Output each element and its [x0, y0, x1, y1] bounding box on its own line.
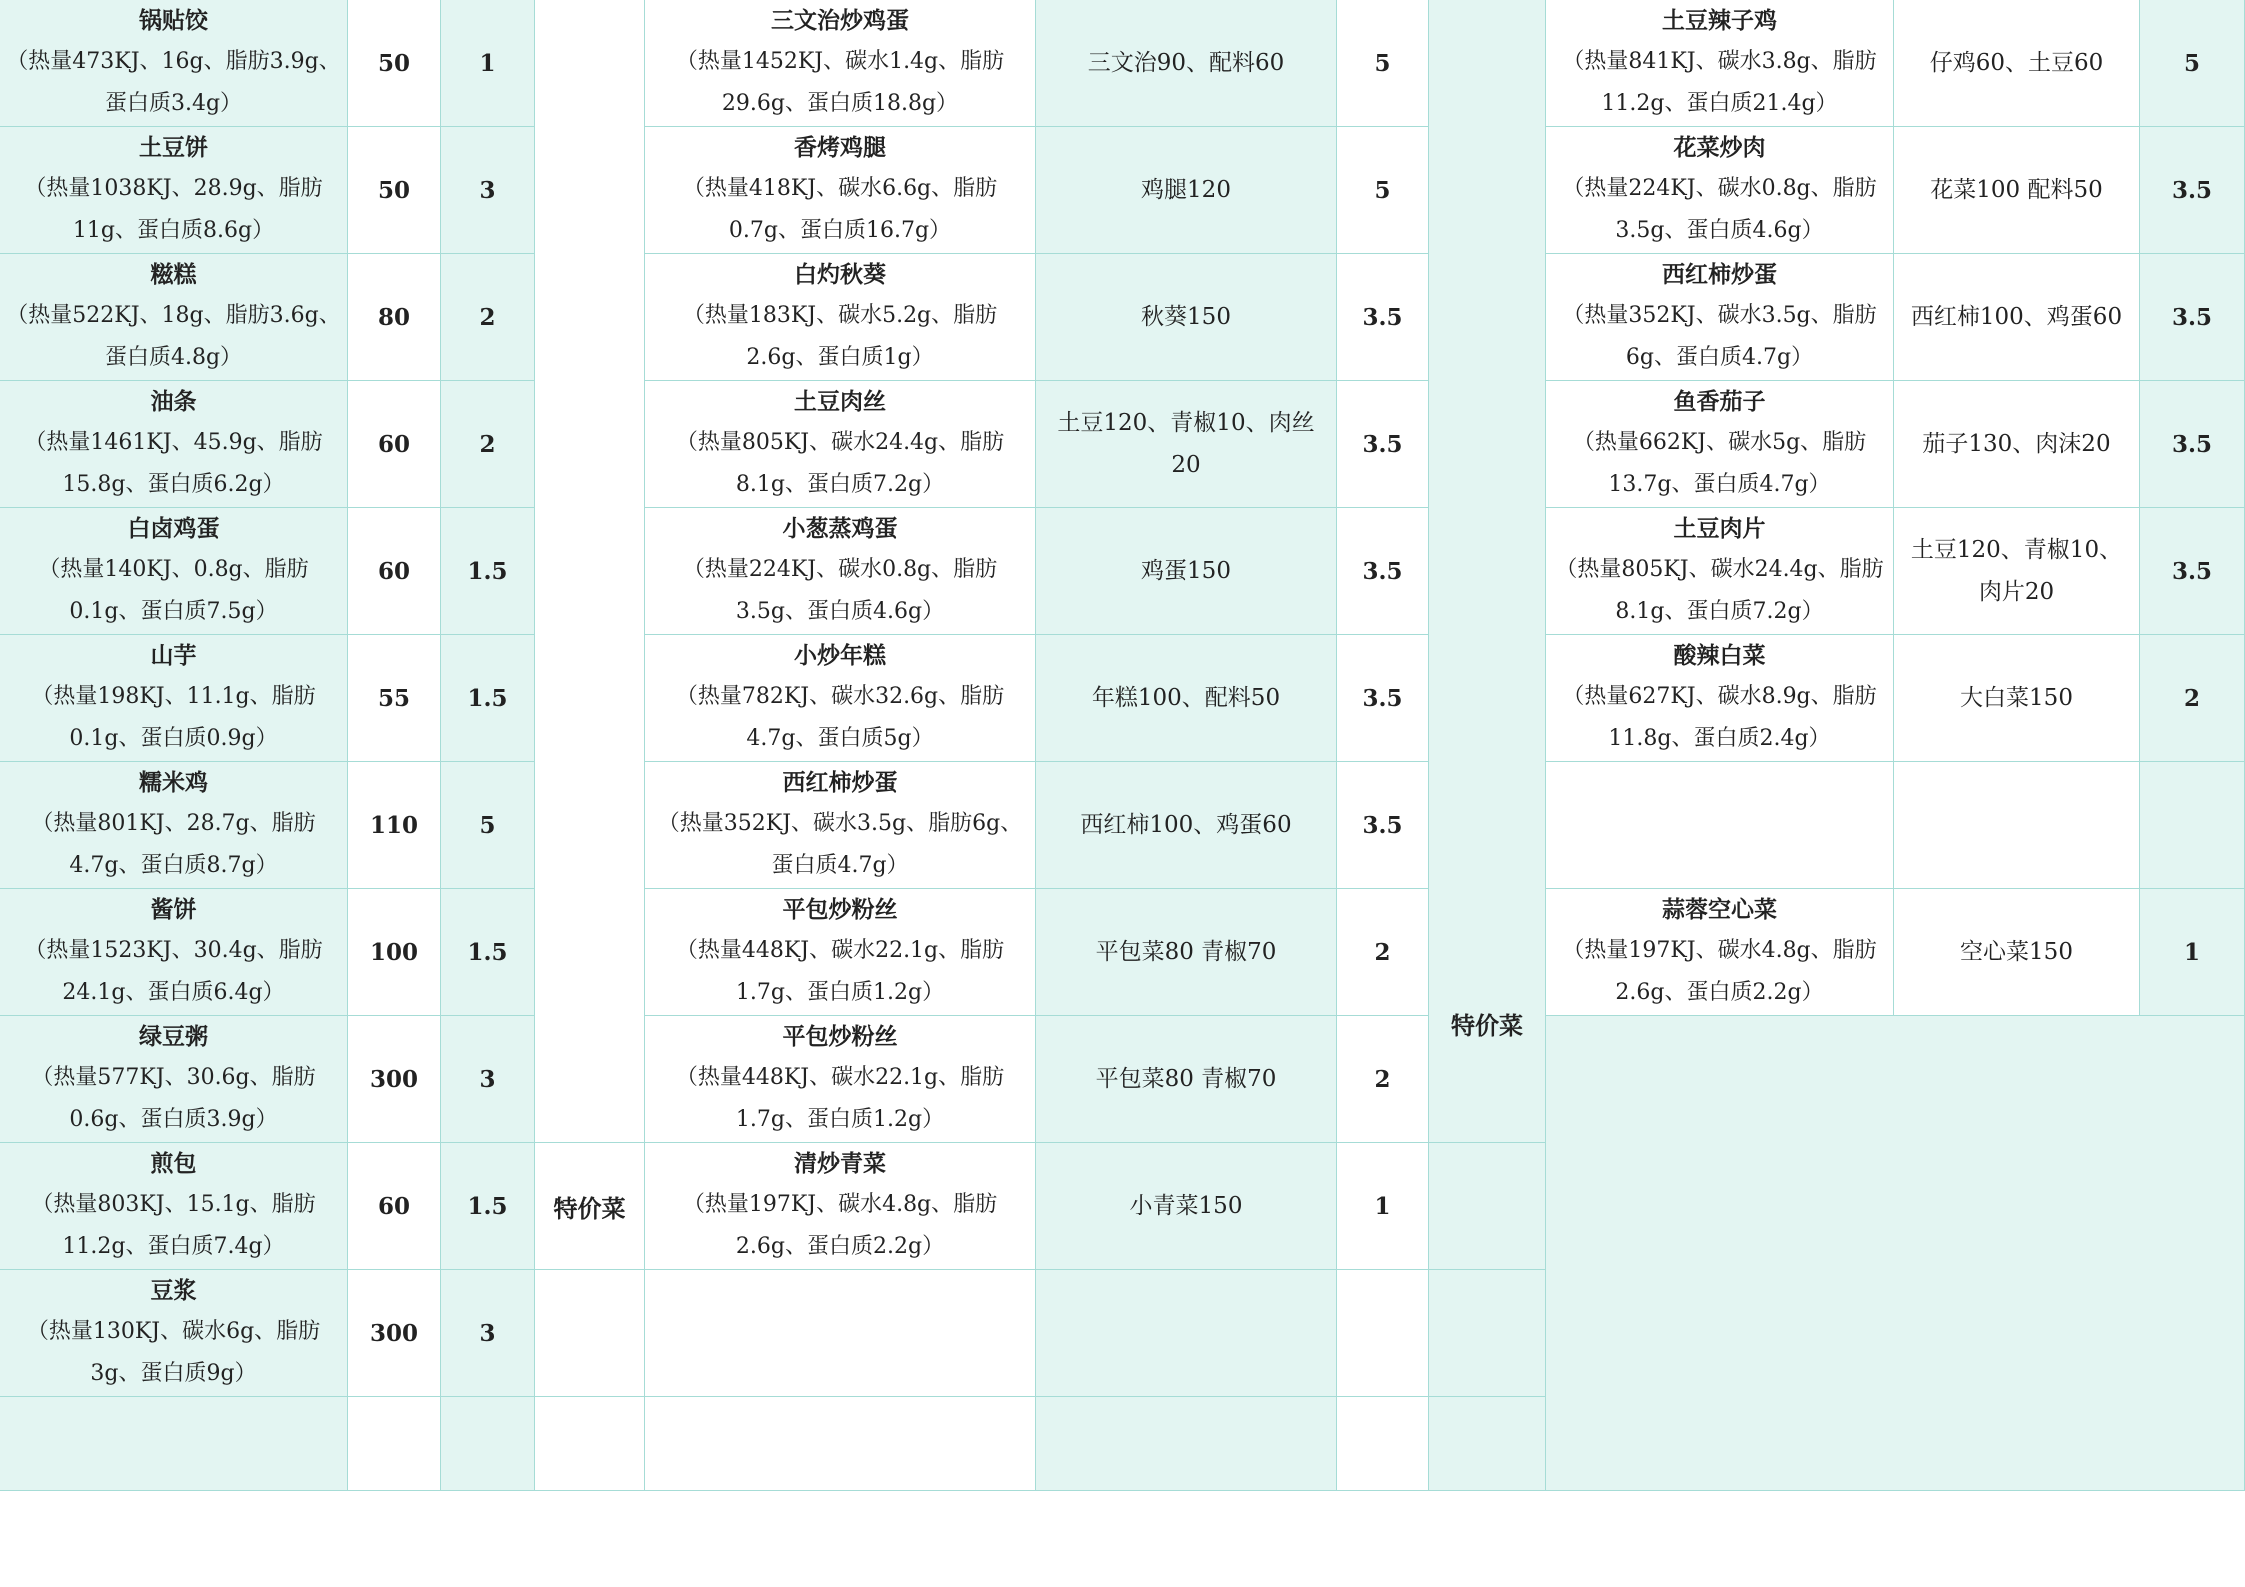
dish-cell [1546, 254, 1894, 381]
dish-ingredients: 土豆120、青椒10、肉片20 [1910, 537, 2123, 605]
ingredients-cell [1894, 0, 2140, 127]
dish-price: 2 [479, 430, 496, 458]
price-cell [2140, 0, 2245, 127]
dish-nutrition: （热量352KJ、碳水3.5g、脂肪6g、蛋白质4.7g） [1562, 303, 1877, 370]
dish-ingredients: 大白菜150 [1960, 685, 2073, 711]
dish-cell [645, 762, 1036, 889]
dish-price: 3 [479, 1065, 496, 1093]
dish-ingredients: 仔鸡60、土豆60 [1929, 50, 2104, 76]
dish-nutrition: （热量183KJ、碳水5.2g、脂肪2.6g、蛋白质1g） [682, 303, 998, 370]
ingredients-cell [1036, 1143, 1337, 1270]
dish-price: 5 [1374, 176, 1391, 204]
category-label: 特价菜 [553, 1193, 626, 1223]
dish-name: 锅贴饺 [139, 7, 208, 34]
dish-price: 3.5 [1362, 684, 1403, 712]
empty-cell [0, 1397, 348, 1491]
price-cell [2140, 127, 2245, 254]
price-cell [441, 254, 535, 381]
dish-price: 3.5 [1362, 303, 1403, 331]
dish-price: 3.5 [2171, 303, 2212, 331]
price-cell [2140, 635, 2245, 762]
price-cell [1337, 254, 1429, 381]
dish-name: 糯米鸡 [139, 769, 208, 796]
dish-ingredients: 秋葵150 [1141, 304, 1231, 330]
price-cell [2140, 381, 2245, 508]
weight-cell [348, 635, 441, 762]
dish-name: 小葱蒸鸡蛋 [782, 515, 898, 542]
dish-weight: 60 [377, 557, 410, 585]
ingredients-cell [1036, 635, 1337, 762]
price-cell [1337, 1016, 1429, 1143]
dish-name: 花菜炒肉 [1673, 134, 1766, 161]
dish-nutrition: （热量1452KJ、碳水1.4g、脂肪29.6g、蛋白质18.8g） [675, 49, 1005, 116]
dish-weight: 300 [369, 1319, 418, 1347]
dish-cell [645, 254, 1036, 381]
price-cell [1337, 1143, 1429, 1270]
dish-name: 小炒年糕 [794, 642, 886, 669]
empty-cell [1036, 1270, 1337, 1397]
ingredients-cell [1894, 762, 2140, 889]
category-cell [1429, 0, 1546, 1143]
dish-name: 西红柿炒蛋 [782, 769, 898, 796]
dish-ingredients: 西红柿100、鸡蛋60 [1080, 812, 1292, 838]
ingredients-cell [1894, 254, 2140, 381]
dish-name: 蒜蓉空心菜 [1662, 896, 1777, 923]
dish-name: 土豆饼 [139, 134, 208, 161]
ingredients-cell [1036, 381, 1337, 508]
price-cell [1337, 635, 1429, 762]
dish-nutrition: （热量577KJ、30.6g、脂肪0.6g、蛋白质3.9g） [31, 1065, 316, 1132]
price-cell [441, 889, 535, 1016]
dish-price: 3 [479, 176, 496, 204]
dish-cell [0, 0, 348, 127]
price-cell [1337, 381, 1429, 508]
dish-nutrition: （热量140KJ、0.8g、脂肪0.1g、蛋白质7.5g） [38, 557, 309, 624]
dish-name: 豆浆 [150, 1277, 197, 1304]
dish-cell [645, 0, 1036, 127]
dish-nutrition: （热量473KJ、16g、脂肪3.9g、蛋白质3.4g） [6, 49, 341, 116]
dish-nutrition: （热量448KJ、碳水22.1g、脂肪1.7g、蛋白质1.2g） [675, 1065, 1005, 1132]
dish-price: 3.5 [2171, 176, 2212, 204]
dish-nutrition: （热量805KJ、碳水24.4g、脂肪8.1g、蛋白质7.2g） [1555, 557, 1884, 624]
dish-cell [0, 889, 348, 1016]
price-cell [2140, 762, 2245, 889]
dish-nutrition: （热量197KJ、碳水4.8g、脂肪2.6g、蛋白质2.2g） [682, 1192, 998, 1259]
category-cell [535, 0, 645, 1143]
price-cell [1337, 762, 1429, 889]
ingredients-cell [1894, 381, 2140, 508]
weight-cell [348, 508, 441, 635]
dish-cell [0, 127, 348, 254]
dish-nutrition: （热量1038KJ、28.9g、脂肪11g、蛋白质8.6g） [24, 176, 323, 243]
dish-nutrition: （热量1523KJ、30.4g、脂肪24.1g、蛋白质6.4g） [24, 938, 323, 1005]
dish-weight: 60 [377, 430, 410, 458]
empty-cell [1429, 1397, 1546, 1491]
empty-cell [1337, 1270, 1429, 1397]
dish-weight: 50 [377, 49, 410, 77]
dish-price: 2 [1374, 1065, 1391, 1093]
dish-ingredients: 土豆120、青椒10、肉丝20 [1057, 410, 1315, 478]
price-cell [2140, 889, 2245, 1016]
weight-cell [348, 254, 441, 381]
dish-name: 白灼秋葵 [794, 261, 886, 288]
dish-price: 3 [479, 1319, 496, 1347]
dish-price: 3.5 [1362, 811, 1403, 839]
dish-nutrition: （热量224KJ、碳水0.8g、脂肪3.5g、蛋白质4.6g） [682, 557, 998, 624]
dish-nutrition: （热量224KJ、碳水0.8g、脂肪3.5g、蛋白质4.6g） [1562, 176, 1877, 243]
dish-price: 1.5 [467, 1192, 508, 1220]
dish-weight: 80 [377, 303, 410, 331]
dish-name: 西红柿炒蛋 [1662, 261, 1777, 288]
empty-cell [1036, 1397, 1337, 1491]
ingredients-cell [1036, 0, 1337, 127]
weight-cell [348, 381, 441, 508]
ingredients-cell [1036, 254, 1337, 381]
dish-cell [645, 889, 1036, 1016]
empty-cell [645, 1270, 1036, 1397]
weight-cell [348, 762, 441, 889]
dish-cell [1546, 635, 1894, 762]
dish-ingredients: 鸡腿120 [1141, 177, 1231, 203]
category-cell [535, 1143, 645, 1270]
price-cell [441, 1016, 535, 1143]
dish-weight: 300 [369, 1065, 418, 1093]
price-cell [441, 762, 535, 889]
dish-name: 土豆肉片 [1673, 515, 1766, 542]
dish-name: 鱼香茄子 [1673, 388, 1766, 415]
dish-name: 平包炒粉丝 [782, 896, 898, 923]
empty-block [1546, 1016, 2245, 1491]
empty-cell [645, 1397, 1036, 1491]
dish-price: 3.5 [1362, 430, 1403, 458]
dish-nutrition: （热量805KJ、碳水24.4g、脂肪8.1g、蛋白质7.2g） [675, 430, 1005, 497]
dish-cell [645, 1016, 1036, 1143]
dish-name: 土豆肉丝 [794, 388, 886, 415]
dish-ingredients: 茄子130、肉沫20 [1922, 431, 2111, 457]
ingredients-cell [1036, 889, 1337, 1016]
price-cell [441, 508, 535, 635]
ingredients-cell [1036, 762, 1337, 889]
dish-name: 糍糕 [150, 261, 197, 288]
dish-ingredients: 三文治90、配料60 [1087, 50, 1285, 76]
price-cell [1337, 889, 1429, 1016]
dish-price: 1 [479, 49, 496, 77]
price-cell [441, 1270, 535, 1397]
dish-price: 5 [2183, 49, 2200, 77]
dish-price: 2 [1374, 938, 1391, 966]
dish-nutrition: （热量352KJ、碳水3.5g、脂肪6g、蛋白质4.7g） [657, 811, 1023, 878]
weight-cell [348, 127, 441, 254]
dish-ingredients: 西红柿100、鸡蛋60 [1910, 304, 2123, 330]
dish-name: 酱饼 [150, 896, 197, 923]
dish-name: 清炒青菜 [794, 1150, 886, 1177]
dish-ingredients: 小青菜150 [1129, 1193, 1243, 1219]
dish-name: 白卤鸡蛋 [127, 515, 220, 542]
dish-cell [645, 381, 1036, 508]
price-cell [441, 1143, 535, 1270]
dish-cell [1546, 127, 1894, 254]
dish-ingredients: 空心菜150 [1960, 939, 2073, 965]
dish-name: 土豆辣子鸡 [1662, 7, 1777, 34]
weight-cell [348, 1143, 441, 1270]
ingredients-cell [1894, 508, 2140, 635]
price-cell [441, 635, 535, 762]
price-cell [441, 127, 535, 254]
dish-cell [0, 762, 348, 889]
dish-price: 2 [479, 303, 496, 331]
dish-cell [645, 127, 1036, 254]
dish-nutrition: （热量841KJ、碳水3.8g、脂肪11.2g、蛋白质21.4g） [1562, 49, 1877, 116]
empty-cell [441, 1397, 535, 1491]
dish-name: 煎包 [150, 1150, 197, 1177]
weight-cell [348, 0, 441, 127]
dish-nutrition: （热量801KJ、28.7g、脂肪4.7g、蛋白质8.7g） [31, 811, 316, 878]
price-cell [2140, 254, 2245, 381]
dish-price: 2 [2183, 684, 2200, 712]
dish-nutrition: （热量198KJ、11.1g、脂肪0.1g、蛋白质0.9g） [31, 684, 316, 751]
dish-ingredients: 平包菜80 青椒70 [1095, 939, 1277, 965]
dish-price: 1 [2183, 938, 2200, 966]
dish-cell [1546, 508, 1894, 635]
dish-price: 1.5 [467, 938, 508, 966]
dish-price: 3.5 [2171, 557, 2212, 585]
dish-price: 3.5 [2171, 430, 2212, 458]
dish-price: 5 [479, 811, 496, 839]
dish-cell [0, 381, 348, 508]
dish-name: 酸辣白菜 [1673, 642, 1766, 669]
dish-weight: 110 [369, 811, 418, 839]
weight-cell [348, 1016, 441, 1143]
dish-ingredients: 平包菜80 青椒70 [1095, 1066, 1277, 1092]
dish-cell [0, 508, 348, 635]
dish-price: 1 [1374, 1192, 1391, 1220]
weight-cell [348, 889, 441, 1016]
dish-nutrition: （热量522KJ、18g、脂肪3.6g、蛋白质4.8g） [6, 303, 341, 370]
dish-cell [645, 508, 1036, 635]
dish-cell [0, 1016, 348, 1143]
empty-cell [535, 1270, 645, 1397]
empty-cell [348, 1397, 441, 1491]
dish-cell [645, 635, 1036, 762]
empty-cell [1429, 1270, 1546, 1397]
dish-cell [0, 1143, 348, 1270]
dish-cell [0, 1270, 348, 1397]
ingredients-cell [1894, 889, 2140, 1016]
dish-nutrition: （热量782KJ、碳水32.6g、脂肪4.7g、蛋白质5g） [675, 684, 1005, 751]
dish-nutrition: （热量662KJ、碳水5g、脂肪13.7g、蛋白质4.7g） [1572, 430, 1867, 497]
dish-cell [1546, 889, 1894, 1016]
price-cell [441, 381, 535, 508]
ingredients-cell [1894, 635, 2140, 762]
dish-price: 1.5 [467, 684, 508, 712]
dish-cell [0, 254, 348, 381]
price-cell [1337, 127, 1429, 254]
ingredients-cell [1036, 508, 1337, 635]
empty-cell [535, 1397, 645, 1491]
empty-cell [1429, 1143, 1546, 1270]
dish-price: 5 [1374, 49, 1391, 77]
dish-nutrition: （热量197KJ、碳水4.8g、脂肪2.6g、蛋白质2.2g） [1562, 938, 1877, 1005]
dish-ingredients: 花菜100 配料50 [1930, 177, 2103, 203]
price-cell [2140, 508, 2245, 635]
dish-price: 3.5 [1362, 557, 1403, 585]
dish-ingredients: 年糕100、配料50 [1091, 685, 1281, 711]
price-cell [441, 0, 535, 127]
dish-name: 平包炒粉丝 [782, 1023, 898, 1050]
dish-weight: 55 [377, 684, 410, 712]
dish-name: 三文治炒鸡蛋 [771, 7, 909, 34]
dish-weight: 100 [369, 938, 418, 966]
dish-cell [645, 1143, 1036, 1270]
dish-cell [1546, 381, 1894, 508]
ingredients-cell [1894, 127, 2140, 254]
dish-name: 绿豆粥 [139, 1023, 208, 1050]
dish-nutrition: （热量448KJ、碳水22.1g、脂肪1.7g、蛋白质1.2g） [675, 938, 1005, 1005]
dish-nutrition: （热量130KJ、碳水6g、脂肪3g、蛋白质9g） [26, 1319, 321, 1386]
dish-weight: 50 [377, 176, 410, 204]
dish-nutrition: （热量418KJ、碳水6.6g、脂肪0.7g、蛋白质16.7g） [682, 176, 998, 243]
dish-nutrition: （热量627KJ、碳水8.9g、脂肪11.8g、蛋白质2.4g） [1562, 684, 1877, 751]
category-label: 特价菜 [1451, 1011, 1523, 1040]
dish-name: 香烤鸡腿 [794, 134, 886, 161]
ingredients-cell [1036, 127, 1337, 254]
empty-cell [1337, 1397, 1429, 1491]
dish-price: 1.5 [467, 557, 508, 585]
weight-cell [348, 1270, 441, 1397]
dish-name: 山芋 [150, 642, 197, 669]
ingredients-cell [1036, 1016, 1337, 1143]
dish-cell [0, 635, 348, 762]
price-cell [1337, 508, 1429, 635]
dish-cell [1546, 762, 1894, 889]
dish-nutrition: （热量1461KJ、45.9g、脂肪15.8g、蛋白质6.2g） [24, 430, 323, 497]
dish-cell [1546, 0, 1894, 127]
dish-weight: 60 [377, 1192, 410, 1220]
dish-name: 油条 [150, 388, 197, 415]
price-cell [1337, 0, 1429, 127]
dish-nutrition: （热量803KJ、15.1g、脂肪11.2g、蛋白质7.4g） [31, 1192, 316, 1259]
dish-ingredients: 鸡蛋150 [1141, 558, 1231, 584]
